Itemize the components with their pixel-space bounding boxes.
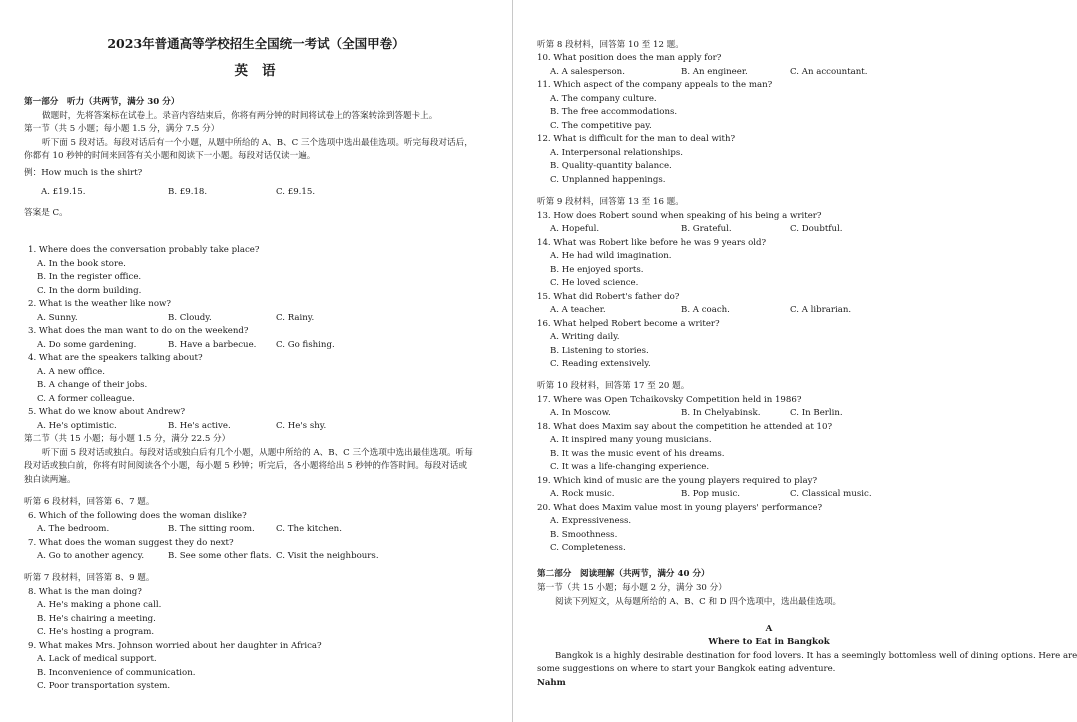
- q17-option-c: C. In Berlin.: [790, 408, 843, 418]
- q7-option-c: C. Visit the neighbours.: [276, 551, 379, 561]
- q13-option-c: C. Doubtful.: [790, 224, 843, 234]
- q19-option-c: C. Classical music.: [790, 489, 872, 499]
- q2-option-a: A. Sunny.: [37, 313, 78, 323]
- question-8: 8. What is the man doing?: [28, 587, 142, 597]
- q7-option-b: B. See some other flats.: [168, 551, 272, 561]
- q14-option-b: B. He enjoyed sports.: [550, 265, 644, 275]
- q12-option-a: A. Interpersonal relationships.: [550, 148, 683, 158]
- material-10-heading: 听第 10 段材料，回答第 17 至 20 题。: [537, 381, 690, 391]
- example-question: 例：How much is the shirt?: [24, 168, 143, 178]
- right-page: [513, 0, 1077, 722]
- question-18: 18. What does Maxim say about the competition he attended at 10?: [537, 422, 833, 432]
- question-14: 14. What was Robert like before he was 9 years old?: [537, 238, 767, 248]
- q16-option-b: B. Listening to stories.: [550, 346, 649, 356]
- q11-option-a: A. The company culture.: [550, 94, 657, 104]
- question-7: 7. What does the woman suggest they do next?: [28, 538, 234, 548]
- question-1: 1. Where does the conversation probably take place?: [28, 245, 260, 255]
- q19-option-b: B. Pop music.: [681, 489, 741, 499]
- q7-option-a: A. Go to another agency.: [37, 551, 145, 561]
- section2-instr-line2: 段对话或独白前，你将有时间阅读各个小题，每小题 5 秒钟；听完后，各小题将给出 5 秒钟的作答时间。每段对话或: [24, 461, 467, 471]
- question-10: 10. What position does the man apply for?: [537, 53, 722, 63]
- q12-option-b: B. Quality-quantity balance.: [550, 161, 672, 171]
- q9-option-a: A. Lack of medical support.: [37, 654, 157, 664]
- part2-section1-heading: 第一节（共 15 小题；每小题 2 分，满分 30 分）: [537, 583, 727, 593]
- q15-option-c: C. A librarian.: [790, 305, 852, 315]
- q1-option-b: B. In the register office.: [37, 272, 142, 282]
- question-12: 12. What is difficult for the man to deal with?: [537, 134, 736, 144]
- passage-subheading: Nahm: [537, 678, 566, 688]
- q5-option-b: B. He's active.: [168, 421, 231, 431]
- q20-option-b: B. Smoothness.: [550, 530, 618, 540]
- section1-instr-line1: 听下面 5 段对话。每段对话后有一个小题，从题中所给的 A、B、C 三个选项中选出最佳选项。听完每段对话后，: [42, 138, 473, 148]
- question-15: 15. What did Robert's father do?: [537, 292, 680, 302]
- q19-option-a: A. Rock music.: [550, 489, 615, 499]
- q12-option-c: C. Unplanned happenings.: [550, 175, 666, 185]
- material-7-heading: 听第 7 段材料，回答第 8、9 题。: [24, 573, 155, 583]
- q9-option-b: B. Inconvenience of communication.: [37, 668, 196, 678]
- q5-option-a: A. He's optimistic.: [37, 421, 117, 431]
- q13-option-b: B. Grateful.: [681, 224, 732, 234]
- q4-option-b: B. A change of their jobs.: [37, 380, 148, 390]
- q9-option-c: C. Poor transportation system.: [37, 681, 171, 691]
- q6-option-b: B. The sitting room.: [168, 524, 255, 534]
- q3-option-a: A. Do some gardening.: [37, 340, 137, 350]
- question-9: 9. What makes Mrs. Johnson worried about her daughter in Africa?: [28, 641, 322, 651]
- part1-heading: 第一部分 听力（共两节，满分 30 分）: [24, 97, 180, 107]
- q14-option-c: C. He loved science.: [550, 278, 639, 288]
- question-5: 5. What do we know about Andrew?: [28, 407, 186, 417]
- q3-option-b: B. Have a barbecue.: [168, 340, 257, 350]
- passage-paragraph-line2: some suggestions on where to start your Bangkok eating adventure.: [537, 664, 836, 674]
- material-9-heading: 听第 9 段材料，回答第 13 至 16 题。: [537, 197, 684, 207]
- q8-option-b: B. He's chairing a meeting.: [37, 614, 156, 624]
- q8-option-c: C. He's hosting a program.: [37, 627, 155, 637]
- q18-option-b: B. It was the music event of his dreams.: [550, 449, 725, 459]
- part2-instructions: 阅读下列短文，从每题所给的 A、B、C 和 D 四个选项中，选出最佳选项。: [555, 597, 842, 607]
- q16-option-c: C. Reading extensively.: [550, 359, 651, 369]
- question-16: 16. What helped Robert become a writer?: [537, 319, 720, 329]
- q10-option-a: A. A salesperson.: [550, 67, 625, 77]
- q6-option-a: A. The bedroom.: [37, 524, 110, 534]
- q6-option-c: C. The kitchen.: [276, 524, 342, 534]
- question-4: 4. What are the speakers talking about?: [28, 353, 203, 363]
- q3-option-c: C. Go fishing.: [276, 340, 335, 350]
- q4-option-c: C. A former colleague.: [37, 394, 135, 404]
- question-11: 11. Which aspect of the company appeals to the man?: [537, 80, 773, 90]
- question-20: 20. What does Maxim value most in young players' performance?: [537, 503, 823, 513]
- q11-option-b: B. The free accommodations.: [550, 107, 678, 117]
- exam-subject: 英语: [234, 63, 290, 79]
- example-option-c: C. £9.15.: [276, 187, 316, 197]
- q14-option-a: A. He had wild imagination.: [550, 251, 672, 261]
- material-8-heading: 听第 8 段材料，回答第 10 至 12 题。: [537, 40, 684, 50]
- q17-option-a: A. In Moscow.: [550, 408, 611, 418]
- q20-option-c: C. Completeness.: [550, 543, 626, 553]
- example-option-b: B. £9.18.: [168, 187, 208, 197]
- q10-option-c: C. An accountant.: [790, 67, 868, 77]
- q1-option-c: C. In the dorm building.: [37, 286, 142, 296]
- q15-option-a: A. A teacher.: [550, 305, 606, 315]
- question-2: 2. What is the weather like now?: [28, 299, 171, 309]
- example-option-a: A. £19.15.: [41, 187, 86, 197]
- q1-option-a: A. In the book store.: [37, 259, 126, 269]
- left-page: [0, 0, 512, 722]
- q18-option-c: C. It was a life-changing experience.: [550, 462, 710, 472]
- material-6-heading: 听第 6 段材料，回答第 6、7 题。: [24, 497, 155, 507]
- section2-instr-line1: 听下面 5 段对话或独白。每段对话或独白后有几个小题，从题中所给的 A、B、C 三个选项中选出最佳选项。听每: [42, 448, 473, 458]
- q8-option-a: A. He's making a phone call.: [37, 600, 162, 610]
- exam-title: 2023年普通高等学校招生全国统一考试（全国甲卷）: [107, 36, 405, 51]
- section1-heading: 第一节（共 5 小题；每小题 1.5 分，满分 7.5 分）: [24, 124, 220, 134]
- q2-option-b: B. Cloudy.: [168, 313, 212, 323]
- q10-option-b: B. An engineer.: [681, 67, 748, 77]
- section2-heading: 第二节（共 15 小题；每小题 1.5 分，满分 22.5 分）: [24, 434, 231, 444]
- q2-option-c: C. Rainy.: [276, 313, 315, 323]
- q17-option-b: B. In Chelyabinsk.: [681, 408, 761, 418]
- question-6: 6. Which of the following does the woman dislike?: [28, 511, 247, 521]
- question-19: 19. Which kind of music are the young players required to play?: [537, 476, 818, 486]
- q20-option-a: A. Expressiveness.: [550, 516, 632, 526]
- passage-title: Where to Eat in Bangkok: [708, 637, 830, 647]
- section2-instr-line3: 独白读两遍。: [24, 475, 76, 485]
- q16-option-a: A. Writing daily.: [550, 332, 620, 342]
- question-3: 3. What does the man want to do on the weekend?: [28, 326, 249, 336]
- part1-intro: 做题时，先将答案标在试卷上。录音内容结束后，你将有两分钟的时间将试卷上的答案转涂到答题卡上。: [42, 111, 438, 121]
- example-answer: 答案是 C。: [24, 208, 68, 218]
- passage-paragraph-line1: Bangkok is a highly desirable destination for food lovers. It has a seemingly bottomless well of dining options. Here are: [555, 651, 1077, 661]
- question-13: 13. How does Robert sound when speaking of his being a writer?: [537, 211, 822, 221]
- question-17: 17. Where was Open Tchaikovsky Competition held in 1986?: [537, 395, 802, 405]
- passage-letter: A: [765, 624, 773, 634]
- q18-option-a: A. It inspired many young musicians.: [550, 435, 712, 445]
- section1-instr-line2: 你都有 10 秒钟的时间来回答有关小题和阅读下一小题。每段对话仅读一遍。: [24, 151, 316, 161]
- q13-option-a: A. Hopeful.: [550, 224, 600, 234]
- q11-option-c: C. The competitive pay.: [550, 121, 652, 131]
- q5-option-c: C. He's shy.: [276, 421, 327, 431]
- q4-option-a: A. A new office.: [37, 367, 105, 377]
- q15-option-b: B. A coach.: [681, 305, 730, 315]
- part2-heading: 第二部分 阅读理解（共两节，满分 40 分）: [537, 569, 710, 579]
